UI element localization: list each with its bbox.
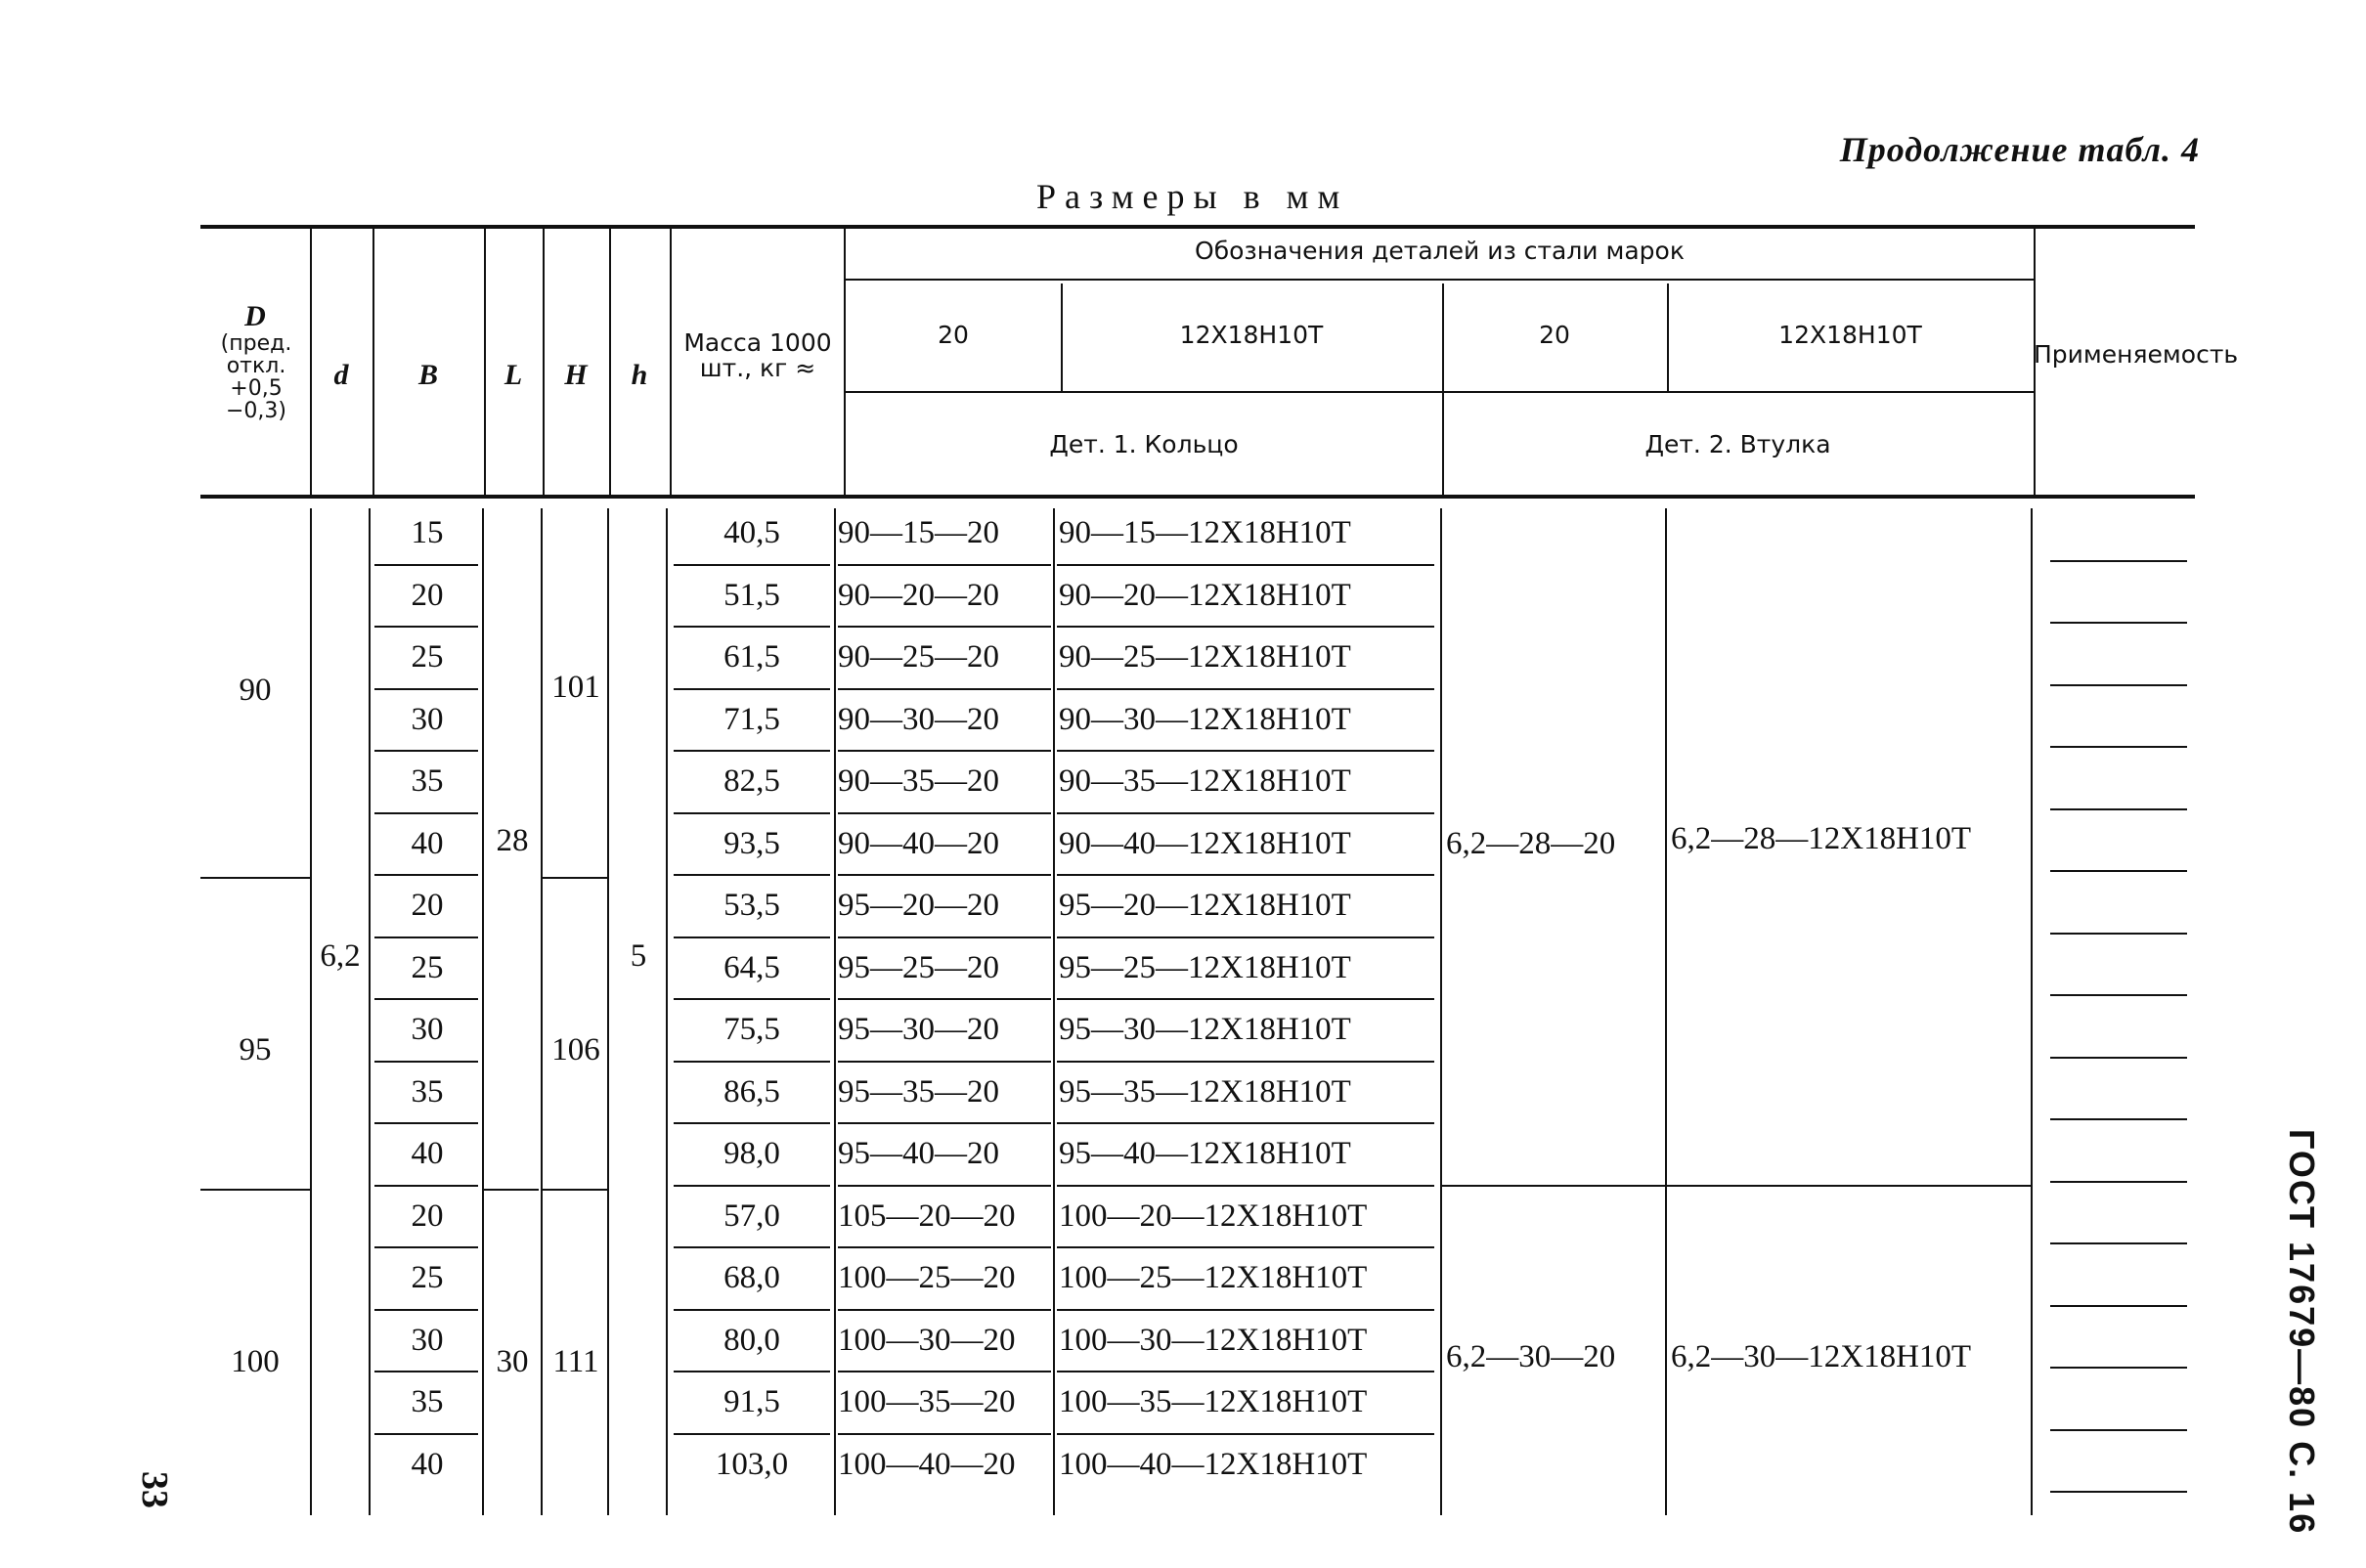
row-underline: [838, 1122, 1051, 1124]
cell-mass: 75,5: [723, 1012, 780, 1047]
row-underline: [1057, 626, 1434, 628]
row-underline: [838, 626, 1051, 628]
cell-ring-12: 100—35—12Х18Н10Т: [1059, 1384, 1368, 1419]
header-applicability: Применяемость: [2034, 340, 2239, 369]
cell-ring-20: 105—20—20: [838, 1198, 1016, 1234]
row-underline: [1057, 750, 1434, 752]
row-underline: [374, 1246, 478, 1248]
cell-mass: 57,0: [723, 1198, 780, 1234]
row-underline: [1057, 1371, 1434, 1372]
header-designations: Обозначения деталей из стали марок: [1195, 237, 1685, 265]
cell-B: 25: [411, 949, 444, 985]
body-col-line: [834, 508, 836, 1515]
cell-B: 35: [411, 1384, 444, 1419]
cell-mass: 53,5: [723, 888, 780, 923]
row-underline: [374, 1185, 478, 1187]
header-steel-12-ring: 12Х18Н10Т: [1179, 321, 1324, 349]
row-underline: [1057, 1122, 1434, 1124]
cell-ring-20: 100—40—20: [838, 1446, 1016, 1482]
applicability-blank: [2050, 1181, 2187, 1183]
cell-sleeve-20: 6,2—30—20: [1446, 1339, 1616, 1374]
cell-ring-12: 95—20—12Х18Н10Т: [1059, 888, 1351, 923]
applicability-blank: [2050, 933, 2187, 935]
row-underline: [374, 1122, 478, 1124]
row-underline: [674, 812, 830, 814]
body-col-line: [2031, 508, 2033, 1515]
cell-ring-12: 90—40—12Х18Н10Т: [1059, 825, 1351, 861]
row-underline: [674, 1371, 830, 1372]
cell-B: 35: [411, 763, 444, 799]
cell-mass: 93,5: [723, 825, 780, 861]
cell-D: 95: [239, 1032, 272, 1067]
group-separator: [543, 1189, 607, 1191]
cell-mass: 51,5: [723, 577, 780, 613]
cell-ring-12: 95—25—12Х18Н10Т: [1059, 949, 1351, 985]
applicability-blank: [2050, 1057, 2187, 1059]
body-col-line: [369, 508, 371, 1515]
group-separator: [200, 877, 310, 879]
cell-sleeve-12: 6,2—28—12Х18Н10Т: [1671, 821, 1972, 856]
row-underline: [838, 1246, 1051, 1248]
applicability-blank: [2050, 1118, 2187, 1120]
cell-ring-20: 90—40—20: [838, 825, 999, 861]
row-underline: [1057, 1309, 1434, 1311]
cell-ring-12: 95—30—12Х18Н10Т: [1059, 1012, 1351, 1047]
cell-H: 106: [551, 1032, 600, 1067]
row-underline: [674, 874, 830, 876]
row-underline: [838, 1185, 1051, 1187]
group-separator: [1442, 1185, 1665, 1187]
row-underline: [674, 1122, 830, 1124]
body-col-line: [1440, 508, 1442, 1515]
row-underline: [374, 1309, 478, 1311]
body-col-line: [1053, 508, 1055, 1515]
cell-h: 5: [630, 938, 647, 974]
header-part2: Дет. 2. Втулка: [1644, 430, 1831, 458]
cell-ring-20: 95—30—20: [838, 1012, 999, 1047]
page-number: 33: [134, 1471, 175, 1508]
table-top-rule: [200, 225, 2195, 229]
header-rule-designations: [846, 279, 2034, 281]
group-separator: [484, 1189, 539, 1191]
applicability-blank: [2050, 1242, 2187, 1244]
row-underline: [374, 812, 478, 814]
cell-mass: 80,0: [723, 1322, 780, 1358]
cell-B: 25: [411, 639, 444, 675]
row-underline: [374, 626, 478, 628]
row-underline: [838, 1433, 1051, 1435]
cell-B: 15: [411, 515, 444, 550]
header-d: d: [333, 359, 349, 391]
header-rule-grades: [846, 391, 2034, 393]
standard-reference: ГОСТ 17679—80 С. 16: [2282, 1129, 2322, 1536]
cell-ring-20: 100—35—20: [838, 1384, 1016, 1419]
row-underline: [374, 874, 478, 876]
header-D-tolerance: (пред. откл. +0,5 −0,3): [220, 331, 292, 424]
row-underline: [838, 812, 1051, 814]
body-col-line: [310, 508, 312, 1515]
row-underline: [838, 874, 1051, 876]
applicability-blank: [2050, 1491, 2187, 1493]
row-underline: [674, 1309, 830, 1311]
cell-B: 20: [411, 888, 444, 923]
applicability-blank: [2050, 808, 2187, 810]
cell-ring-20: 90—25—20: [838, 639, 999, 675]
row-underline: [838, 998, 1051, 1000]
cell-B: 25: [411, 1260, 444, 1295]
cell-ring-20: 100—25—20: [838, 1260, 1016, 1295]
row-underline: [838, 936, 1051, 938]
row-underline: [374, 1061, 478, 1063]
cell-ring-12: 95—35—12Х18Н10Т: [1059, 1073, 1351, 1110]
header-col-line: [1442, 283, 1444, 497]
group-separator: [543, 877, 607, 879]
cell-mass: 40,5: [723, 515, 780, 550]
cell-ring-12: 90—15—12Х18Н10Т: [1059, 515, 1351, 550]
row-underline: [674, 1185, 830, 1187]
continuation-caption: Продолжение табл. 4: [1839, 130, 2200, 169]
cell-d: 6,2: [320, 938, 361, 974]
row-underline: [374, 688, 478, 690]
cell-ring-20: 95—20—20: [838, 888, 999, 923]
row-underline: [374, 1371, 478, 1372]
row-underline: [674, 1433, 830, 1435]
cell-B: 40: [411, 825, 444, 861]
cell-B: 30: [411, 1012, 444, 1047]
cell-D: 90: [239, 673, 272, 708]
row-underline: [1057, 936, 1434, 938]
row-underline: [1057, 874, 1434, 876]
cell-ring-20: 90—20—20: [838, 577, 999, 613]
cell-ring-20: 90—35—20: [838, 763, 999, 799]
cell-H: 111: [552, 1344, 599, 1379]
header-steel-20-sleeve: 20: [1539, 321, 1570, 349]
applicability-blank: [2050, 560, 2187, 562]
header-steel-20-ring: 20: [938, 321, 969, 349]
row-underline: [1057, 564, 1434, 566]
header-B: B: [417, 359, 438, 391]
row-underline: [674, 1246, 830, 1248]
cell-ring-12: 100—25—12Х18Н10Т: [1059, 1260, 1368, 1295]
cell-H: 101: [551, 670, 600, 705]
row-underline: [374, 998, 478, 1000]
row-underline: [838, 750, 1051, 752]
cell-mass: 98,0: [723, 1136, 780, 1171]
cell-ring-12: 90—35—12Х18Н10Т: [1059, 763, 1351, 799]
cell-D: 100: [231, 1344, 280, 1379]
applicability-blank: [2050, 684, 2187, 686]
group-separator: [200, 1189, 310, 1191]
header-part1: Дет. 1. Кольцо: [1049, 430, 1239, 458]
row-underline: [838, 1309, 1051, 1311]
cell-ring-12: 95—40—12Х18Н10Т: [1059, 1136, 1351, 1171]
header-mass: Масса 1000 шт., кг ≈: [683, 328, 832, 383]
row-underline: [838, 688, 1051, 690]
row-underline: [838, 564, 1051, 566]
applicability-blank: [2050, 870, 2187, 872]
applicability-blank: [2050, 746, 2187, 748]
cell-ring-12: 100—40—12Х18Н10Т: [1059, 1446, 1368, 1482]
cell-mass: 61,5: [723, 639, 780, 675]
cell-ring-12: 100—30—12Х18Н10Т: [1059, 1322, 1368, 1358]
body-col-line: [666, 508, 668, 1515]
units-caption: Размеры в мм: [1036, 177, 1349, 216]
row-underline: [674, 688, 830, 690]
row-underline: [674, 1061, 830, 1063]
cell-mass: 68,0: [723, 1260, 780, 1295]
row-underline: [1057, 812, 1434, 814]
cell-mass: 64,5: [723, 949, 780, 985]
row-underline: [674, 564, 830, 566]
row-underline: [1057, 1185, 1434, 1187]
cell-ring-20: 95—25—20: [838, 949, 999, 985]
row-underline: [1057, 1246, 1434, 1248]
cell-B: 30: [411, 701, 444, 737]
cell-mass: 103,0: [715, 1446, 789, 1482]
header-col-line: [670, 225, 672, 497]
header-H: H: [564, 359, 588, 391]
row-underline: [1057, 688, 1434, 690]
cell-sleeve-12: 6,2—30—12Х18Н10Т: [1671, 1339, 1972, 1374]
cell-mass: 82,5: [723, 763, 780, 799]
cell-B: 35: [411, 1073, 444, 1110]
row-underline: [674, 998, 830, 1000]
cell-B: 40: [411, 1136, 444, 1171]
applicability-blank: [2050, 994, 2187, 996]
applicability-blank: [2050, 622, 2187, 624]
applicability-blank: [2050, 1367, 2187, 1369]
cell-B: 40: [411, 1446, 444, 1482]
cell-ring-20: 95—40—20: [838, 1136, 999, 1171]
applicability-blank: [2050, 1305, 2187, 1307]
row-underline: [1057, 1061, 1434, 1063]
dimensions-table: [200, 225, 2239, 1515]
cell-ring-12: 90—25—12Х18Н10Т: [1059, 639, 1351, 675]
header-steel-12-sleeve: 12Х18Н10Т: [1778, 321, 1922, 349]
row-underline: [1057, 998, 1434, 1000]
cell-ring-20: 90—15—20: [838, 515, 999, 550]
applicability-blank: [2050, 1429, 2187, 1431]
header-bottom-rule: [200, 495, 2195, 499]
row-underline: [374, 750, 478, 752]
cell-L: 30: [496, 1344, 529, 1379]
header-L: L: [504, 359, 523, 391]
cell-ring-20: 100—30—20: [838, 1322, 1016, 1358]
cell-ring-12: 90—30—12Х18Н10Т: [1059, 701, 1351, 737]
row-underline: [838, 1371, 1051, 1372]
header-h: h: [631, 359, 648, 391]
row-underline: [838, 1061, 1051, 1063]
cell-ring-20: 95—35—20: [838, 1073, 999, 1110]
header-D: D: [244, 300, 266, 332]
row-underline: [1057, 1433, 1434, 1435]
row-underline: [374, 936, 478, 938]
cell-L: 28: [496, 823, 529, 858]
cell-sleeve-20: 6,2—28—20: [1446, 826, 1616, 861]
row-underline: [374, 564, 478, 566]
cell-B: 20: [411, 1198, 444, 1234]
cell-ring-12: 100—20—12Х18Н10Т: [1059, 1198, 1368, 1234]
cell-ring-12: 90—20—12Х18Н10Т: [1059, 577, 1351, 613]
cell-mass: 71,5: [723, 701, 780, 737]
cell-mass: 86,5: [723, 1073, 780, 1110]
cell-mass: 91,5: [723, 1384, 780, 1419]
row-underline: [674, 936, 830, 938]
row-underline: [374, 1433, 478, 1435]
group-separator: [1667, 1185, 2031, 1187]
cell-B: 30: [411, 1322, 444, 1358]
cell-B: 20: [411, 577, 444, 613]
cell-ring-20: 90—30—20: [838, 701, 999, 737]
row-underline: [674, 750, 830, 752]
row-underline: [674, 626, 830, 628]
body-col-line: [1665, 508, 1667, 1515]
